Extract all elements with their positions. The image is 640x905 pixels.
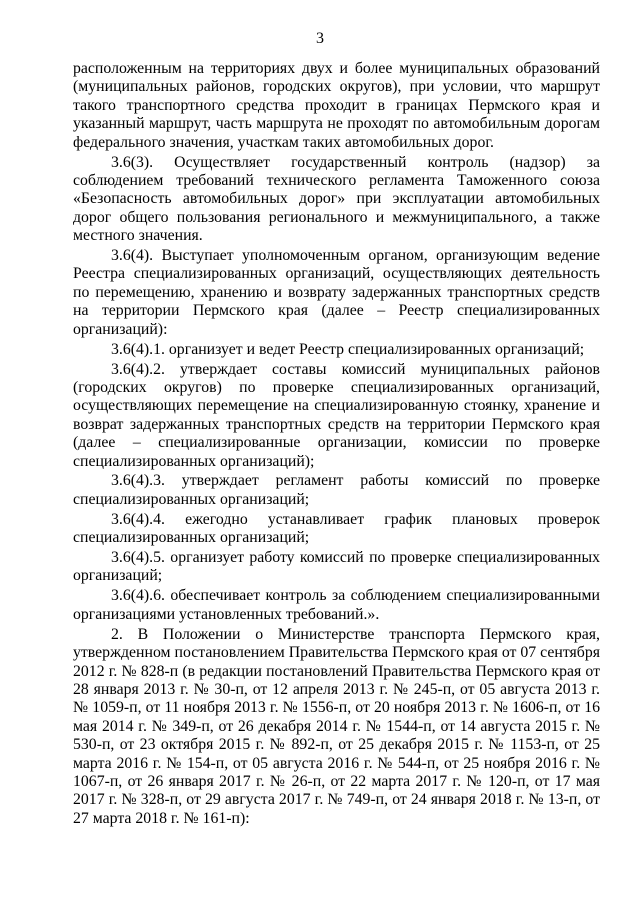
page-number: 3 bbox=[316, 30, 324, 47]
paragraph-3-6-4-5: 3.6(4).5. организует работу комиссий по проверке специализированных организаций; bbox=[73, 549, 600, 585]
paragraph-3-6-3: 3.6(3). Осуществляет государственный контроль (надзор) за соблюдением требований технического регламента Таможенного союза «Безопасность автомобильных дорог» при эксплуатации автомобильных дорог общего пользования регионального и межмуниципального, а также местного значения. bbox=[73, 153, 600, 245]
paragraph-3-6-4-3: 3.6(4).3. утверждает регламент работы комиссий по проверке специализированных организаций; bbox=[73, 472, 600, 508]
paragraph-3-6-4-4: 3.6(4).4. ежегодно устанавливает график плановых проверок специализированных организаций; bbox=[73, 510, 600, 547]
paragraph-3-6-4-2: 3.6(4).2. утверждает составы комиссий муниципальных районов (городских округов) по проверке специализированных организаций, осуществляющих перемещение на специализированную стоянку, хранение и возврат задержанных транспортных средств на территории Пермского края (далее – специализированные организации, комиссии по проверке специализированных организаций); bbox=[73, 360, 600, 470]
paragraph-3-6-4-6: 3.6(4).6. обеспечивает контроль за соблюдением специализированными организациями установленных требований.». bbox=[73, 587, 600, 623]
paragraph-continuation: расположенным на территориях двух и более муниципальных образований (муниципальных районов, городских округов), при условии, что маршрут такого транспортного средства проходит в границах Пермского края и указанный маршрут, часть маршрута не проходят по автомобильным дорогам федерального значения, участкам таких автомобильных дорог. bbox=[73, 60, 600, 151]
paragraph-3-6-4-1: 3.6(4).1. организует и ведет Реестр специализированных организаций; bbox=[111, 340, 585, 358]
document-body bbox=[73, 60, 600, 830]
paragraph-2: 2. В Положении о Министерстве транспорта Пермского края, утвержденном постановлением Правительства Пермского края от 07 сентября 2012 г. № 828-п (в редакции постановлений Правительства Пермского края от 28 января 2013 г. № 30-п, от 12 апреля 2013 г. № 245-п, от 05 августа 2013 г. № 1059-п, от 11 ноября 2013 г. № 1556-п, от 20 ноября 2013 г. № 1606-п, от 16 мая 2014 г. № 349-п, от 26 декабря 2014 г. № 1544-п, от 14 августа 2015 г. № 530-п, от 23 октября 2015 г. № 892-п, от 25 декабря 2015 г. № 1153-п, от 25 марта 2016 г. № 154-п, от 05 августа 2016 г. № 544-п, от 25 ноября 2016 г. № 1067-п, от 26 января 2017 г. № 26-п, от 22 марта 2017 г. № 120-п, от 17 мая 2017 г. № 328-п, от 29 августа 2017 г. № 749-п, от 24 января 2018 г. № 13-п, от 27 марта 2018 г. № 161-п): bbox=[73, 625, 600, 827]
paragraph-3-6-4: 3.6(4). Выступает уполномоченным органом, организующим ведение Реестра специализированных организаций, осуществляющих деятельность по перемещению, хранению и возврату задержанных транспортных средств на территории Пермского края (далее – Реестр специализированных организаций): bbox=[73, 247, 600, 338]
